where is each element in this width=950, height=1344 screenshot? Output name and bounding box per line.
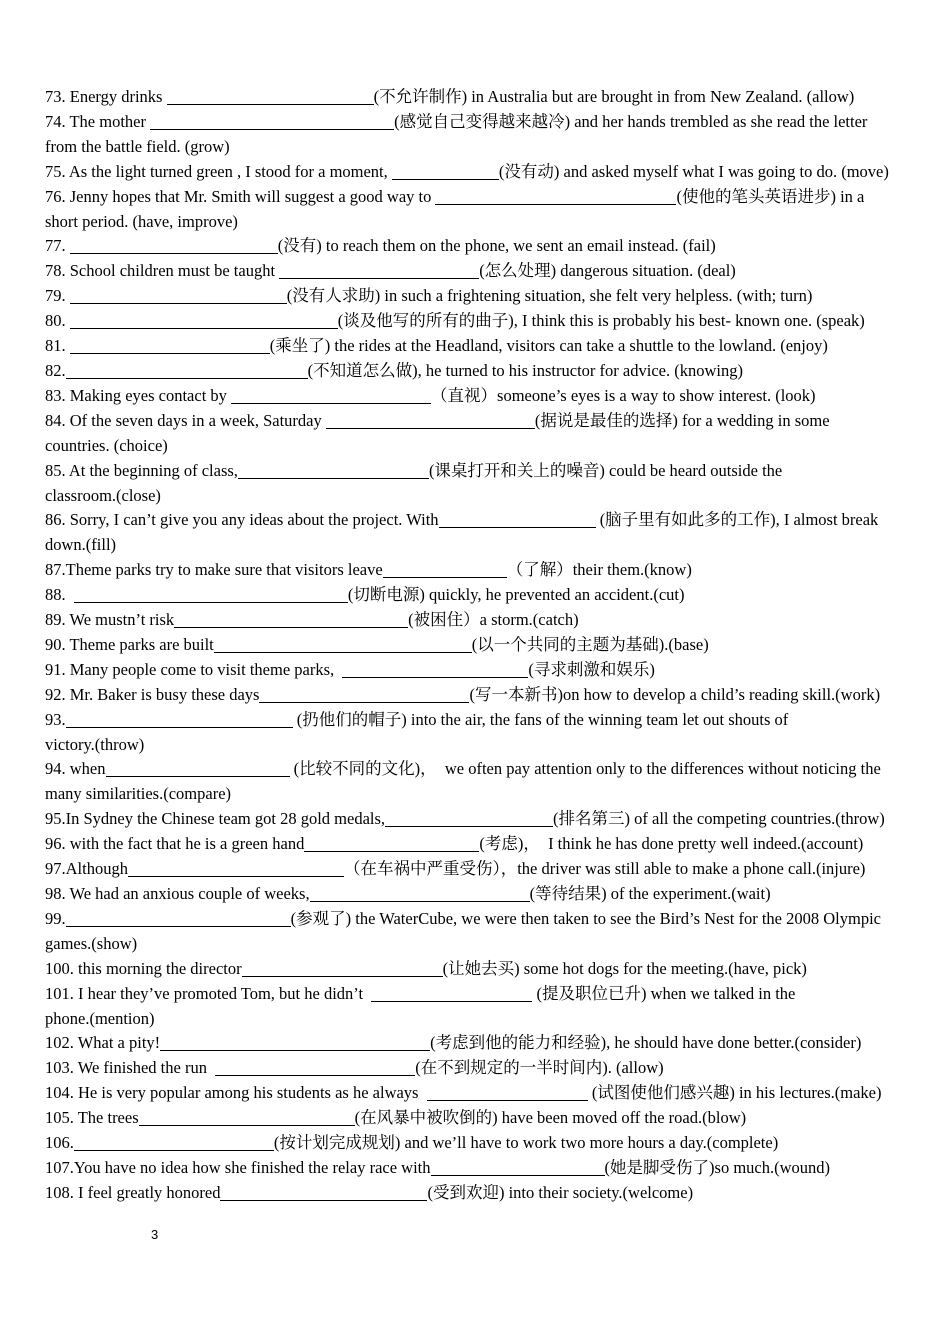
exercise-84 <box>45 409 935 459</box>
item-text-continued: phone.(mention) <box>45 1008 155 1028</box>
item-line <box>45 309 935 334</box>
item-text-before: 78. School children must be taught <box>45 261 280 281</box>
item-text-after: (使他的笔头英语进步) in a <box>676 186 865 206</box>
item-text-before: 88. <box>45 585 74 605</box>
item-text-after: (扔他们的帽子) into the air, the fans of the winning team let out shouts of <box>292 709 789 729</box>
answer-blank <box>259 690 469 703</box>
exercise-90 <box>45 633 935 658</box>
item-line <box>45 1131 935 1156</box>
item-text-before: 84. Of the seven days in a week, Saturday <box>45 410 326 430</box>
exercise-102 <box>45 1031 935 1056</box>
item-text-after: (感觉自己变得越来越冷) and her hands trembled as she read the letter <box>394 111 868 131</box>
item-text-after: (参观了) the WaterCube, we were then taken to see the Bird’s Nest for the 2008 Olympic <box>290 908 881 928</box>
exercise-106 <box>45 1131 935 1156</box>
answer-blank <box>220 1188 427 1201</box>
item-line <box>45 608 935 633</box>
exercise-81 <box>45 334 935 359</box>
answer-blank <box>106 764 290 777</box>
item-text-after: （了解）their them.(know) <box>506 560 692 580</box>
item-text-before: 89. We mustn’t risk <box>45 610 175 630</box>
item-line <box>45 658 935 683</box>
item-line <box>45 957 935 982</box>
answer-blank <box>435 192 676 205</box>
item-line <box>45 857 935 882</box>
exercise-95 <box>45 807 935 832</box>
answer-blank <box>326 416 535 429</box>
answer-blank <box>70 341 270 354</box>
answer-blank <box>174 615 408 628</box>
item-text-before: 103. We finished the run <box>45 1058 216 1078</box>
item-text-continued: down.(fill) <box>45 535 117 555</box>
page-number: 3 <box>151 1227 159 1242</box>
answer-blank <box>74 1138 274 1151</box>
item-text-after: (没有动) and asked myself what I was going to do. (move) <box>498 161 889 181</box>
exercise-77 <box>45 234 935 259</box>
item-line <box>45 359 935 384</box>
item-text-after: (提及职位已升) when we talked in the <box>532 983 796 1003</box>
item-text-before: 108. I feel greatly honored <box>45 1182 221 1202</box>
exercise-91 <box>45 658 935 683</box>
exercise-83 <box>45 384 935 409</box>
item-line <box>45 1081 935 1106</box>
item-text-before: 95.In Sydney the Chinese team got 28 gold medals, <box>45 809 386 829</box>
answer-blank <box>66 914 291 927</box>
item-text-after: (等待结果) of the experiment.(wait) <box>529 884 771 903</box>
answer-blank <box>431 1163 605 1176</box>
exercise-73 <box>45 85 935 110</box>
item-text-before: 102. What a pity! <box>45 1033 161 1053</box>
answer-blank <box>385 814 553 827</box>
item-text-after: (脑子里有如此多的工作), I almost break <box>595 510 879 530</box>
item-text-before: 87.Theme parks try to make sure that visitors leave <box>45 560 383 580</box>
answer-blank <box>304 839 479 852</box>
item-text-after: (考虑到他的能力和经验), he should have done better.(consider) <box>430 1033 862 1053</box>
item-line <box>45 882 935 907</box>
answer-blank <box>371 989 532 1002</box>
item-line <box>45 708 935 733</box>
answer-blank <box>342 665 528 678</box>
exercise-86 <box>45 508 935 558</box>
item-text-after: (在风暴中被吹倒的) have been moved off the road.(blow) <box>354 1108 747 1128</box>
exercise-104 <box>45 1081 935 1106</box>
item-text-before: 107.You have no idea how she finished the relay race with <box>45 1157 431 1177</box>
exercise-94 <box>45 757 935 807</box>
item-text-after: (让她去买) some hot dogs for the meeting.(have, pick) <box>442 958 807 978</box>
item-line <box>45 832 935 857</box>
answer-blank <box>66 715 293 728</box>
item-text-after: （在车祸中严重受伤），the driver was still able to make a phone call.(injure) <box>343 859 866 879</box>
exercise-89 <box>45 608 935 633</box>
item-text-after: (以一个共同的主题为基础).(base) <box>471 634 709 654</box>
exercise-79 <box>45 284 935 309</box>
item-line <box>45 807 935 832</box>
answer-blank <box>70 316 338 329</box>
answer-blank <box>167 92 374 105</box>
exercise-93 <box>45 708 935 758</box>
item-line <box>45 907 935 932</box>
answer-blank <box>66 366 308 379</box>
item-text-before: 99. <box>45 908 66 928</box>
item-text-after: （直视）someone’s eyes is a way to show interest. (look) <box>431 385 816 405</box>
item-text-after: (按计划完成规划) and we’ll have to work two more hours a day.(complete) <box>273 1133 779 1153</box>
item-text-before: 74. The mother <box>45 111 151 131</box>
exercise-87 <box>45 558 935 583</box>
answer-blank <box>427 1088 588 1101</box>
answer-blank <box>231 391 431 404</box>
item-text-after: (写一本新书)on how to develop a child’s reading skill.(work) <box>469 684 881 704</box>
item-line <box>45 1031 935 1056</box>
item-text-before: 76. Jenny hopes that Mr. Smith will suggest a good way to <box>45 186 436 206</box>
item-line <box>45 1106 935 1131</box>
item-text-after: (没有人求助) in such a frightening situation, she felt very helpless. (with; turn) <box>286 286 813 306</box>
item-text-after: (怎么处理) dangerous situation. (deal) <box>479 261 736 281</box>
item-line <box>45 1181 935 1206</box>
item-text-after: (比较不同的文化)， we often pay attention only to the differences without noticing the <box>289 759 881 779</box>
item-text-before: 106. <box>45 1133 74 1153</box>
item-line <box>45 459 935 484</box>
exercise-76 <box>45 185 935 235</box>
item-text-after: (据说是最佳的选择) for a wedding in some <box>534 410 830 430</box>
item-line <box>45 160 935 185</box>
item-text-before: 77. <box>45 236 70 256</box>
item-text-continued: many similarities.(compare) <box>45 784 232 804</box>
item-text-before: 100. this morning the director <box>45 958 242 978</box>
item-text-continued: victory.(throw) <box>45 734 145 754</box>
item-text-after: (被困住）a storm.(catch) <box>408 610 579 630</box>
item-text-after: (课桌打开和关上的噪音) could be heard outside the <box>428 460 783 480</box>
answer-blank <box>383 565 507 578</box>
item-text-after: (切断电源) quickly, he prevented an accident.(cut) <box>347 585 685 605</box>
exercise-82 <box>45 359 935 384</box>
answer-blank <box>74 590 348 603</box>
exercise-96 <box>45 832 935 857</box>
item-line <box>45 409 935 434</box>
answer-blank <box>214 640 472 653</box>
item-text-after: (乘坐了) the rides at the Headland, visitors can take a shuttle to the lowland. (enjoy) <box>269 336 828 356</box>
exercise-107 <box>45 1156 935 1181</box>
item-text-before: 80. <box>45 311 70 331</box>
item-line <box>45 384 935 409</box>
answer-blank <box>70 241 278 254</box>
item-line <box>45 757 935 782</box>
item-text-before: 81. <box>45 336 70 356</box>
item-text-before: 101. I hear they’ve promoted Tom, but he didn’t <box>45 983 372 1003</box>
exercise-98 <box>45 882 935 907</box>
answer-blank <box>128 864 344 877</box>
item-text-after: (谈及他写的所有的曲子), I think this is probably his best- known one. (speak) <box>337 311 865 331</box>
exercise-88 <box>45 583 935 608</box>
answer-blank <box>242 964 443 977</box>
item-text-continued: from the battle field. (grow) <box>45 136 230 156</box>
exercise-78 <box>45 259 935 284</box>
item-text-before: 83. Making eyes contact by <box>45 385 232 405</box>
item-text-before: 104. He is very popular among his students as he always <box>45 1083 427 1103</box>
item-line <box>45 1156 935 1181</box>
item-line <box>45 982 935 1007</box>
item-line <box>45 583 935 608</box>
item-text-after: (考虑)， I think he has done pretty well indeed.(account) <box>479 834 864 854</box>
item-text-after: (受到欢迎) into their society.(welcome) <box>427 1182 694 1202</box>
item-line <box>45 508 935 533</box>
item-line <box>45 334 935 359</box>
item-text-continued: classroom.(close) <box>45 485 161 505</box>
answer-blank <box>238 466 429 479</box>
exercise-list <box>45 85 935 1206</box>
item-text-after: (试图使他们感兴趣) in his lectures.(make) <box>587 1083 882 1103</box>
item-text-after: (不允许制作) in Australia but are brought in from New Zealand. (allow) <box>373 87 855 106</box>
exercise-103 <box>45 1056 935 1081</box>
exercise-108 <box>45 1181 935 1206</box>
item-line <box>45 284 935 309</box>
item-line <box>45 85 935 110</box>
item-text-before: 79. <box>45 286 70 306</box>
answer-blank <box>160 1038 430 1051</box>
exercise-100 <box>45 957 935 982</box>
exercise-101 <box>45 982 935 1032</box>
item-line <box>45 633 935 658</box>
item-text-continued: countries. (choice) <box>45 435 168 455</box>
exercise-75 <box>45 160 935 185</box>
answer-blank <box>139 1113 355 1126</box>
item-line <box>45 683 935 708</box>
item-line <box>45 185 935 210</box>
item-text-before: 92. Mr. Baker is busy these days <box>45 684 260 704</box>
item-line <box>45 110 935 135</box>
item-text-after: (排名第三) of all the competing countries.(throw) <box>553 809 885 829</box>
item-text-before: 73. Energy drinks <box>45 87 167 106</box>
exercise-85 <box>45 459 935 509</box>
exercise-80 <box>45 309 935 334</box>
item-text-before: 91. Many people come to visit theme parks, <box>45 659 343 679</box>
answer-blank <box>392 167 499 180</box>
exercise-99 <box>45 907 935 957</box>
item-text-before: 105. The trees <box>45 1108 139 1128</box>
item-text-after: (她是脚受伤了)so much.(wound) <box>604 1157 831 1177</box>
answer-blank <box>439 515 596 528</box>
exercise-105 <box>45 1106 935 1131</box>
answer-blank <box>279 266 479 279</box>
item-text-before: 86. Sorry, I can’t give you any ideas about the project. With <box>45 510 439 530</box>
item-text-continued: short period. (have, improve) <box>45 211 238 231</box>
answer-blank <box>215 1063 415 1076</box>
item-text-continued: games.(show) <box>45 933 138 953</box>
item-text-before: 82. <box>45 360 66 380</box>
item-text-after: (在不到规定的一半时间内). (allow) <box>415 1058 664 1078</box>
exercise-92 <box>45 683 935 708</box>
item-line <box>45 234 935 259</box>
item-text-before: 85. At the beginning of class, <box>45 460 238 480</box>
item-text-before: 97.Although <box>45 859 128 879</box>
item-text-before: 94. when <box>45 759 106 779</box>
item-text-before: 90. Theme parks are built <box>45 634 214 654</box>
item-line <box>45 1056 935 1081</box>
item-text-before: 98. We had an anxious couple of weeks, <box>45 884 310 903</box>
answer-blank <box>150 117 394 130</box>
item-line <box>45 259 935 284</box>
item-text-after: (寻求刺激和娱乐) <box>528 659 655 679</box>
answer-blank <box>310 889 530 902</box>
exercise-74 <box>45 110 935 160</box>
item-line <box>45 558 935 583</box>
item-text-before: 75. As the light turned green , I stood for a moment, <box>45 161 392 181</box>
item-text-before: 93. <box>45 709 66 729</box>
item-text-before: 96. with the fact that he is a green hand <box>45 834 305 854</box>
exercise-97 <box>45 857 935 882</box>
answer-blank <box>70 291 287 304</box>
item-text-after: (不知道怎么做), he turned to his instructor for advice. (knowing) <box>307 360 743 380</box>
item-text-after: (没有) to reach them on the phone, we sent an email instead. (fail) <box>277 236 716 256</box>
